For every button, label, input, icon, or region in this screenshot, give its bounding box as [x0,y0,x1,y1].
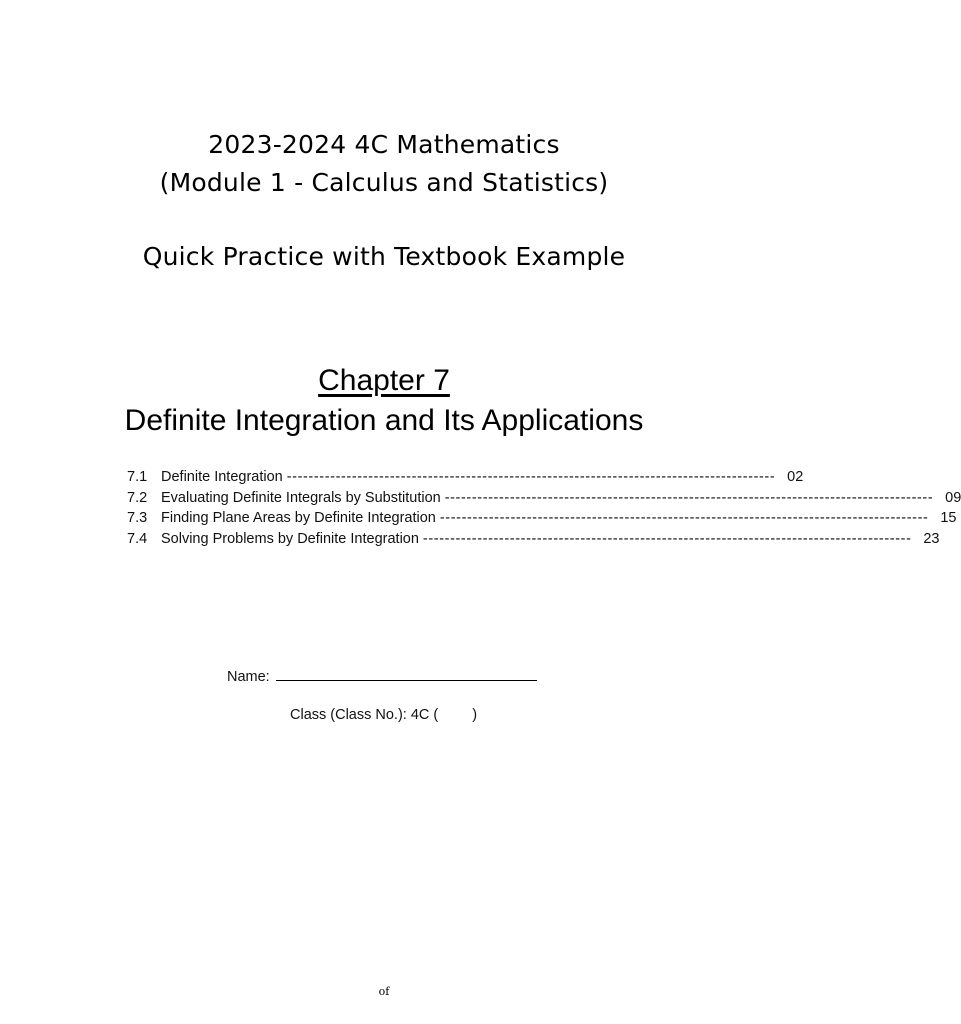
toc-row [127,489,961,511]
name-blank-line[interactable] [276,666,537,681]
table-of-contents [127,469,961,552]
name-label: Name: [227,669,270,685]
practice-heading: Quick Practice with Textbook Example [142,242,626,271]
toc-section-title: Solving Problems by Definite Integration [161,531,419,548]
chapter-label: Chapter 7 [318,364,450,397]
name-field[interactable] [227,666,537,685]
toc-page-number: 15 [940,510,957,527]
toc-section-number: 7.3 [127,510,148,527]
toc-section-number: 7.4 [127,531,148,548]
chapter-title: Definite Integration and Its Applications [124,404,644,437]
page-footer: of [378,985,390,998]
toc-dot-leader: ------------------------------------------------------------------------------------------ [444,489,934,506]
course-title: 2023-2024 4C Mathematics [208,130,560,159]
toc-section-number: 7.2 [127,489,148,506]
toc-dot-leader: ------------------------------------------------------------------------------------------ [422,531,912,548]
toc-section-title: Finding Plane Areas by Definite Integration [161,510,436,527]
toc-section-title: Evaluating Definite Integrals by Substitution [161,489,441,506]
module-subtitle: (Module 1 - Calculus and Statistics) [159,168,609,197]
class-close-paren: ) [472,707,478,723]
class-label: Class (Class No.): 4C ( [290,707,439,723]
toc-dot-leader: ------------------------------------------------------------------------------------------ [439,510,929,527]
toc-page-number: 02 [787,469,804,485]
toc-section-number: 7.1 [127,469,148,485]
class-number-field[interactable] [290,707,477,723]
toc-row [127,469,804,490]
toc-dot-leader: ------------------------------------------------------------------------------------------ [286,469,776,485]
toc-row [127,510,957,531]
toc-page-number: 09 [945,489,961,506]
toc-page-number: 23 [923,531,940,548]
toc-section-title: Definite Integration [161,469,283,485]
toc-row [127,531,940,552]
